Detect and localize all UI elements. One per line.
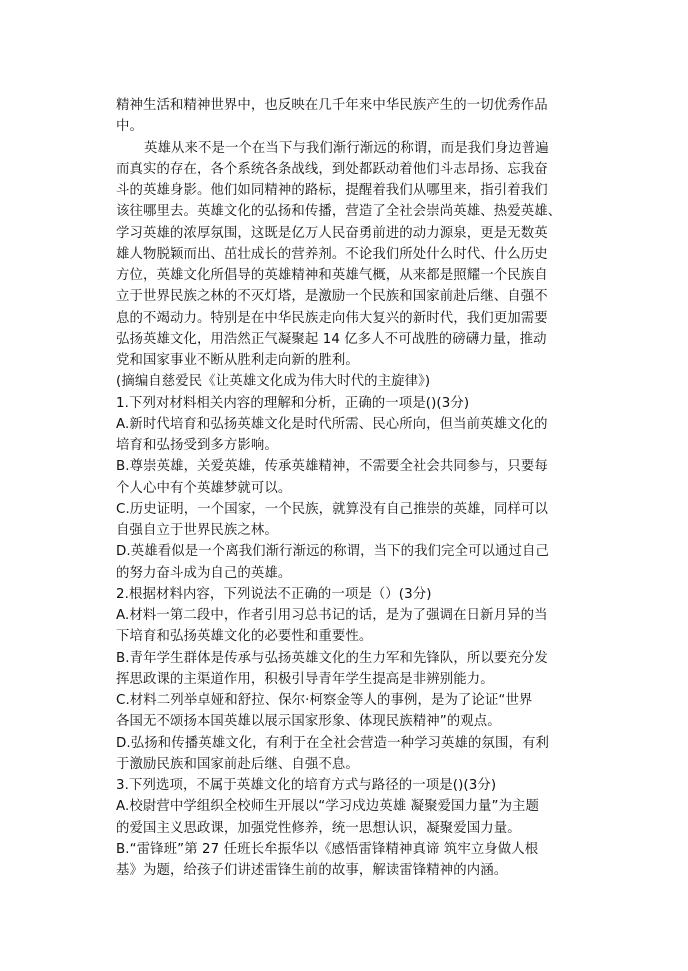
text-line: B.青年学生群体是传承与弘扬英雄文化的生力军和先锋队，所以要充分发 [116,650,548,666]
text-line: B.尊崇英雄，关爱英雄，传承英雄精神，不需要全社会共同参与，只要每 [116,459,548,475]
text-line: A.新时代培育和弘扬英雄文化是时代所需、民心所向，但当前英雄文化的 [116,416,548,432]
text-line: 弘扬英雄文化，用浩然正气凝聚起 14 亿多人不可战胜的磅礴力量，推动 [116,331,547,347]
text-line: B.“雷锋班”第 27 任班长牟振华以《感悟雷锋精神真谛 筑牢立身做人根 [116,841,539,857]
text-line: 中。 [116,119,143,135]
text-line: A.材料一第二段中，作者引用习总书记的话，是为了强调在日新月异的当 [116,608,548,623]
text-line: 党和国家事业不断从胜利走向新的胜利。 [116,353,359,368]
text-line: 方位，英雄文化所倡导的英雄精神和英雄气概，从来都是照耀一个民族自 [116,268,548,283]
text-line: C.历史证明，一个国家，一个民族，就算没有自己推崇的英雄，同样可以 [116,501,549,517]
text-line: 学习英雄的浓厚氛围，这既是亿万人民奋勇前进的动力源泉，更是无数英 [116,225,548,241]
text-line: A.校尉营中学组织全校师生开展以“学习戍边英雄 凝聚爱国力量”为主题 [116,799,540,815]
text-line: 下培育和弘扬英雄文化的必要性和重要性。 [116,629,373,645]
text-line: 2.根据材料内容，下列说法不正确的一项是（）(3分) [116,586,432,602]
text-line: 英雄从来不是一个在当下与我们渐行渐远的称谓，而是我们身边普遍 [144,140,549,156]
text-line: 该往哪里去。英雄文化的弘扬和传播，营造了全社会崇尚英雄、热爱英雄、 [116,204,562,220]
text-line: D.弘扬和传播英雄文化，有利于在全社会营造一种学习英雄的氛围，有利 [116,735,549,751]
text-line: 而真实的存在，各个系统各条战线，到处都跃动着他们斗志昂扬、忘我奋 [116,161,548,177]
text-line: 精神生活和精神世界中，也反映在几千年来中华民族产生的一切优秀作品 [116,98,548,113]
document-body [116,95,576,881]
text-line: 斗的英雄身影。他们如同精神的路标，提醒着我们从哪里来，指引着我们 [116,183,548,198]
text-line: 挥思政课的主渠道作用，积极引导青年学生提高是非辨别能力。 [116,671,494,687]
text-line: 雄人物脱颖而出、茁壮成长的营养剂。不论我们所处什么时代、什么历史 [116,246,548,262]
text-line: 的努力奋斗成为自己的英雄。 [116,565,292,581]
text-line: 基》为题，给孩子们讲述雷锋生前的故事，解读雷锋精神的内涵。 [116,863,508,878]
text-line: 息的不竭动力。特别是在中华民族走向伟大复兴的新时代，我们更加需要 [116,310,548,326]
text-line: 自强自立于世界民族之林。 [116,523,278,538]
text-line: 的爱国主义思政课，加强党性修养，统一思想认识，凝聚爱国力量。 [116,820,521,836]
text-line: (摘编自慈爱民《让英雄文化成为伟大时代的主旋律》) [116,374,431,390]
text-line: 立于世界民族之林的不灭灯塔，是激励一个民族和国家前赴后继、自强不 [116,289,548,305]
text-line: 1.下列对材料相关内容的理解和分析，正确的一项是()(3分) [116,395,470,411]
text-line: 于激励民族和国家前赴后继、自强不息。 [116,756,359,772]
text-line: 个人心中有个英雄梦就可以。 [116,480,292,496]
text-line: 培育和弘扬受到多方影响。 [116,438,278,453]
text-line: D.英雄看似是一个离我们渐行渐远的称谓，当下的我们完全可以通过自己 [116,544,549,560]
text-line: 各国无不颂扬本国英雄以展示国家形象、体现民族精神”的观点。 [116,714,501,730]
text-line: C.材料二列举卓娅和舒拉、保尔·柯察金等人的事例，是为了论证“世界 [116,693,533,708]
text-line: 3.下列选项，不属于英雄文化的培育方式与路径的一项是()(3分) [116,778,497,793]
